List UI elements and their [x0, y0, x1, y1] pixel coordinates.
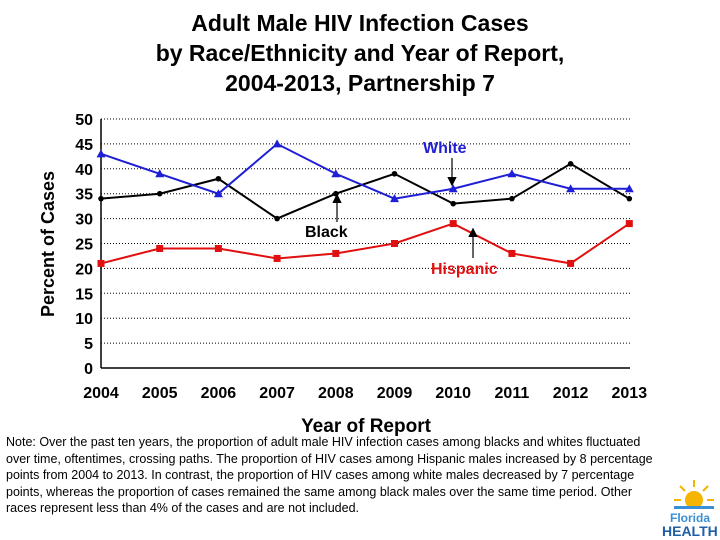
- point-hispanic: [626, 220, 633, 227]
- point-black: [157, 191, 163, 197]
- point-black: [98, 196, 104, 202]
- point-black: [333, 191, 339, 197]
- point-hispanic: [332, 250, 339, 257]
- y-tick-label: 5: [84, 336, 93, 354]
- y-tick-label: 40: [75, 161, 93, 179]
- x-tick-label: 2006: [200, 385, 237, 402]
- x-axis-label: Year of Report: [301, 416, 431, 437]
- point-black: [216, 176, 222, 182]
- y-tick-label: 35: [75, 186, 93, 204]
- y-tick-label: 15: [75, 286, 93, 304]
- x-tick-label: 2009: [376, 385, 413, 402]
- title-line-2: by Race/Ethnicity and Year of Report,: [155, 40, 565, 66]
- point-hispanic: [391, 240, 398, 247]
- x-tick-label: 2011: [494, 385, 530, 402]
- x-tick-label: 2012: [552, 385, 589, 402]
- x-tick-label: 2005: [141, 385, 178, 402]
- y-tick-label: 0: [84, 361, 93, 378]
- x-tick-label: 2010: [435, 385, 471, 402]
- point-black: [392, 171, 398, 177]
- point-white: [97, 149, 106, 157]
- y-tick-label: 50: [75, 112, 93, 129]
- y-tick-label: 20: [75, 261, 93, 279]
- y-tick-label: 10: [75, 311, 93, 329]
- chart-note: Note: Over the past ten years, the proportion of adult male HIV infection cases among blacks and whites fluctuated over time, oftentimes, crossing paths. The proportion of HIV cases among Hispanic males increased by 8 percentage points from 2004 to 2013. In contrast, the proportion of HIV cases among white males decreased by 7 percentage points, whereas the proportion of cases remained the same among black males over the same time period. Other races represent less than 4% of the cases and are not included.: [6, 435, 653, 515]
- sun-icon: [674, 480, 714, 509]
- y-axis-label: Percent of Cases: [38, 170, 58, 318]
- point-black: [450, 201, 456, 207]
- point-black: [509, 196, 515, 202]
- point-hispanic: [274, 255, 281, 262]
- annotation-label-black: Black: [305, 224, 348, 241]
- point-black: [568, 161, 574, 167]
- point-white: [507, 169, 516, 177]
- point-black: [627, 196, 633, 202]
- point-white: [273, 139, 282, 147]
- y-tick-label: 45: [75, 136, 93, 154]
- annotation-label-hispanic: Hispanic: [431, 261, 498, 278]
- logo-text-health: HEALTH: [662, 523, 718, 538]
- annotation-label-white: White: [423, 140, 467, 157]
- series-line-black: [101, 164, 629, 219]
- florida-health-logo: [660, 478, 718, 538]
- title-line-1: Adult Male HIV Infection Cases: [191, 10, 529, 36]
- x-tick-label: 2007: [259, 385, 295, 402]
- title-line-3: 2004-2013, Partnership 7: [225, 70, 495, 96]
- x-tick-label: 2013: [611, 385, 648, 402]
- point-hispanic: [508, 250, 515, 257]
- point-hispanic: [98, 260, 105, 267]
- x-tick-label: 2004: [83, 385, 119, 402]
- x-tick-label: 2008: [318, 385, 354, 402]
- point-hispanic: [450, 220, 457, 227]
- point-hispanic: [156, 245, 163, 252]
- point-black: [274, 216, 280, 222]
- point-hispanic: [215, 245, 222, 252]
- series-line-white: [101, 144, 629, 199]
- logo-text-florida: Florida: [670, 511, 711, 525]
- y-tick-label: 25: [75, 236, 93, 254]
- y-tick-label: 30: [75, 211, 93, 229]
- point-hispanic: [567, 260, 574, 267]
